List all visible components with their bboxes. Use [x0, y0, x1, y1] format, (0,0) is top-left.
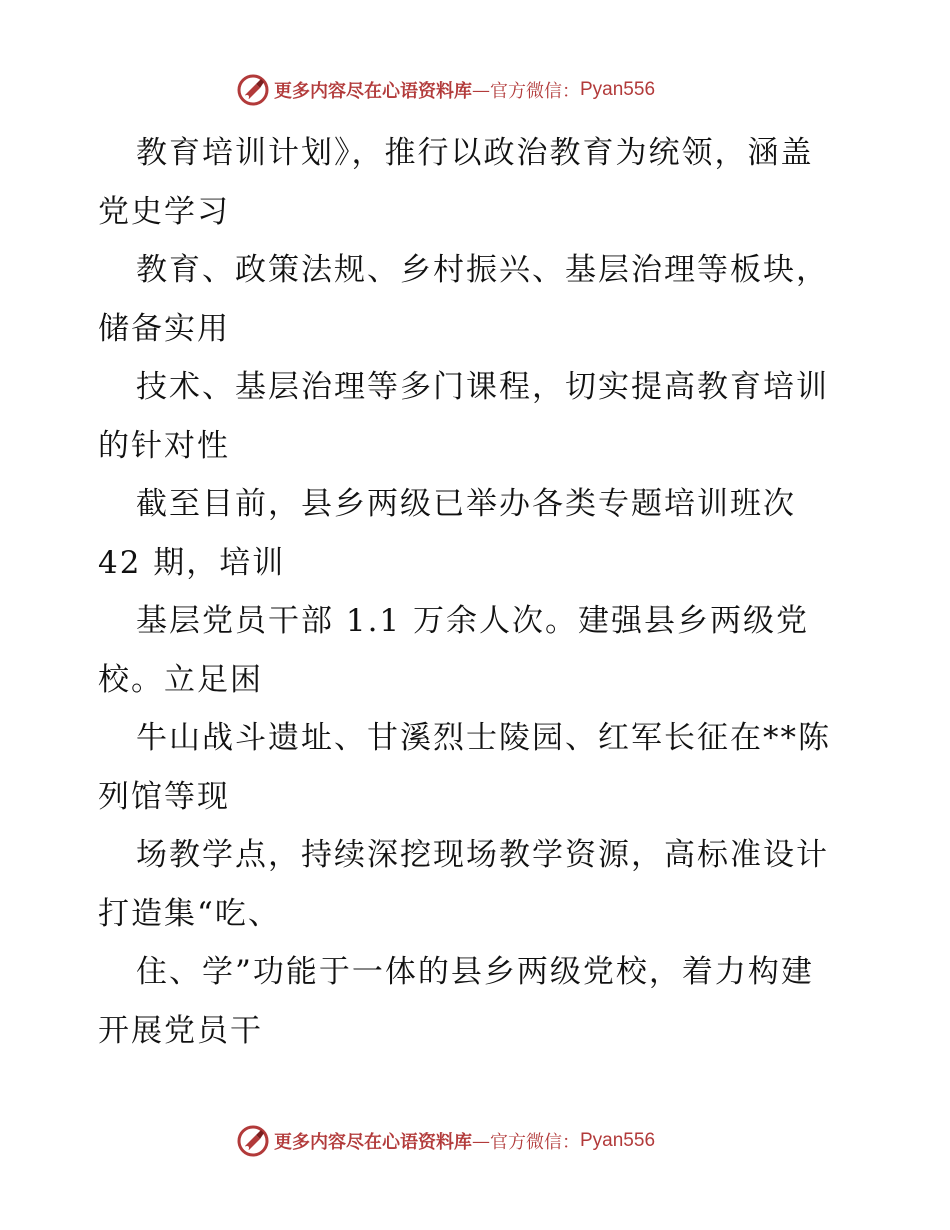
ink-pen-logo-icon [236, 1124, 270, 1158]
header-watermark-separator: — [472, 79, 490, 101]
header-wechat-id: Pyan556 [580, 79, 656, 100]
body-line: 的针对性 [98, 427, 230, 464]
body-line: 打造集“吃、 [98, 895, 281, 932]
body-line: 住、学”功能于一体的县乡两级党校，着力构建 [136, 954, 814, 990]
document-body [98, 124, 878, 1060]
body-line: 党史学习 [98, 193, 230, 230]
body-line: 列馆等现 [98, 778, 230, 815]
body-line: 校。立足困 [98, 661, 263, 698]
ink-pen-logo-icon [236, 73, 270, 107]
body-line: 截至目前，县乡两级已举办各类专题培训班次 [136, 486, 796, 522]
body-line: 基层党员干部 1.1 万余人次。建强县乡两级党 [136, 603, 810, 639]
body-line: 牛山战斗遗址、甘溪烈士陵园、红军长征在**陈 [136, 720, 831, 756]
header-watermark-text: 更多内容尽在心语资料库 [274, 81, 472, 102]
footer-wechat-label: 官方微信： [490, 1132, 580, 1153]
body-line: 教育培训计划》，推行以政治教育为统领，涵盖 [136, 135, 814, 171]
body-line: 场教学点，持续深挖现场教学资源，高标准设计 [136, 837, 829, 873]
body-line: 技术、基层治理等多门课程，切实提高教育培训 [136, 369, 829, 405]
footer-wechat-id: Pyan556 [580, 1130, 656, 1151]
body-line: 教育、政策法规、乡村振兴、基层治理等板块， [136, 252, 829, 288]
header-wechat-label: 官方微信： [490, 81, 580, 102]
body-line: 42 期，培训 [98, 544, 286, 581]
body-line: 开展党员干 [98, 1012, 263, 1049]
footer-watermark-text: 更多内容尽在心语资料库 [274, 1132, 472, 1153]
footer-watermark [236, 1121, 655, 1161]
header-watermark [236, 70, 655, 110]
body-line: 储备实用 [98, 310, 230, 347]
footer-watermark-separator: — [472, 1130, 490, 1152]
